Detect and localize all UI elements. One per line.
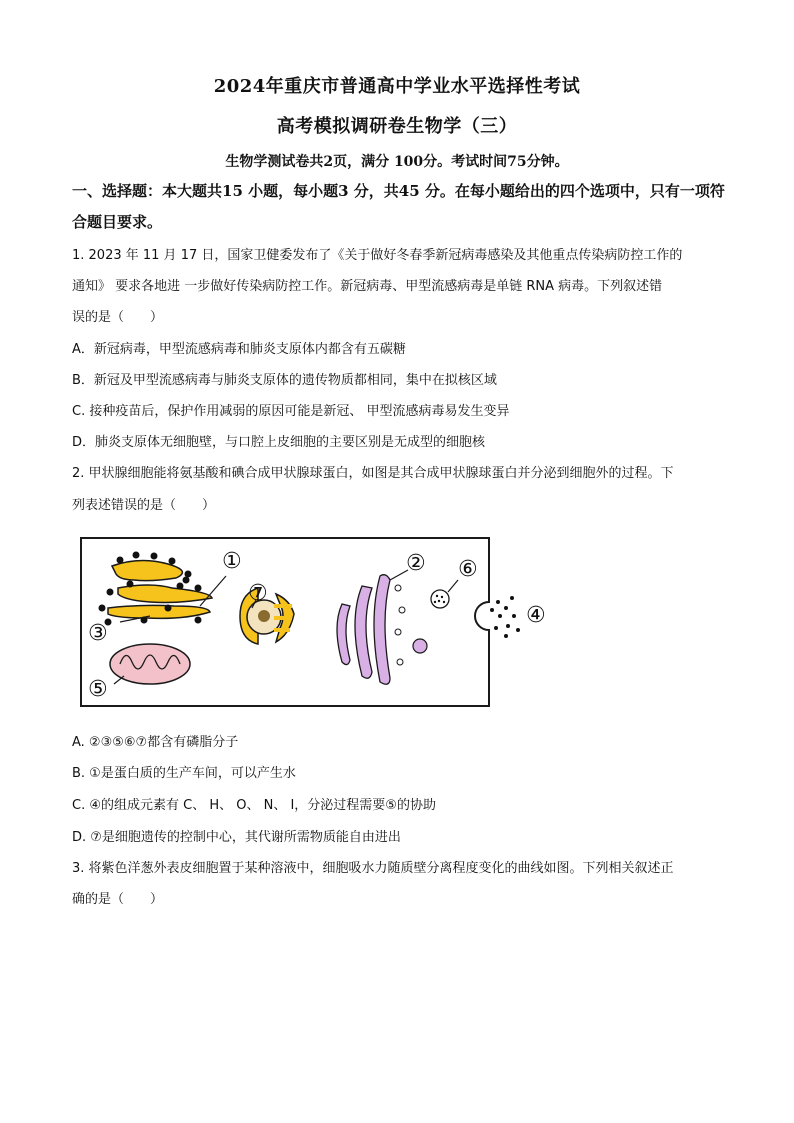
label-7: ⑦ bbox=[248, 581, 268, 606]
q2-stem-line-2: 列表述错误的是（ ） bbox=[72, 498, 216, 513]
q1-stem-line-1: 1. 2023 年 11 月 17 日，国家卫健委发布了《关于做好冬春季新冠病毒感染及其他重点传染病防控工作的 bbox=[72, 248, 683, 263]
exam-title: 2024年重庆市普通高中学业水平选择性考试 bbox=[213, 76, 581, 97]
q2-option-b: B. ①是蛋白质的生产车间，可以产生水 bbox=[72, 766, 296, 781]
secreted-protein bbox=[490, 596, 520, 638]
q2-option-a: A. ②③⑤⑥⑦都含有磷脂分子 bbox=[72, 735, 239, 750]
label-2: ② bbox=[406, 551, 426, 576]
q1-stem-line-2: 通知》 要求各地进 一步做好传染病防控工作。新冠病毒、甲型流感病毒是单链 RNA 病毒。下列叙述错 bbox=[72, 279, 663, 294]
q2-option-c: C. ④的组成元素有 C、 H、 O、 N、 I，分泌过程需要⑤的协助 bbox=[72, 798, 436, 813]
label-6: ⑥ bbox=[458, 557, 478, 582]
label-5: ⑤ bbox=[88, 677, 108, 702]
section-heading: 一、选择题：本大题共15 小题，每小题3 分，共45 分。在每小题给出的四个选项中，只有一项符合题目要求。 bbox=[72, 182, 725, 231]
label-1: ① bbox=[222, 549, 242, 574]
q2-option-d: D. ⑦是细胞遗传的控制中心，其代谢所需物质能自由进出 bbox=[72, 830, 401, 845]
q1-option-c: C. 接种疫苗后，保护作用减弱的原因可能是新冠、 甲型流感病毒易发生变异 bbox=[72, 404, 510, 419]
label-3: ③ bbox=[88, 621, 108, 646]
q3-stem-line-1: 3. 将紫色洋葱外表皮细胞置于某种溶液中，细胞吸水力随质壁分离程度变化的曲线如图。下列相关叙述正 bbox=[72, 861, 674, 876]
golgi-apparatus bbox=[337, 575, 427, 685]
rough-er bbox=[99, 552, 213, 626]
label-4: ④ bbox=[526, 603, 546, 628]
q1-stem-line-3: 误的是（ ） bbox=[72, 310, 164, 325]
secretory-vesicle bbox=[431, 590, 449, 608]
q1-option-d: D．肺炎支原体无细胞壁，与口腔上皮细胞的主要区别是无成型的细胞核 bbox=[72, 435, 486, 450]
q2-stem-line-1: 2. 甲状腺细胞能将氨基酸和碘合成甲状腺球蛋白，如图是其合成甲状腺球蛋白并分泌到细胞外的过程。下 bbox=[72, 466, 674, 481]
exam-subtitle-title: 高考模拟调研卷生物学（三） bbox=[276, 116, 518, 137]
q3-stem-line-2: 确的是（ ） bbox=[72, 892, 164, 907]
secretion-diagram bbox=[80, 536, 550, 708]
q1-option-a: A．新冠病毒，甲型流感病毒和肺炎支原体内都含有五碳糖 bbox=[72, 342, 406, 357]
q1-option-b: B．新冠及甲型流感病毒与肺炎支原体的遗传物质都相同，集中在拟核区域 bbox=[72, 373, 497, 388]
exam-info: 生物学测试卷共2页，满分 100分。考试时间75分钟。 bbox=[225, 154, 569, 170]
